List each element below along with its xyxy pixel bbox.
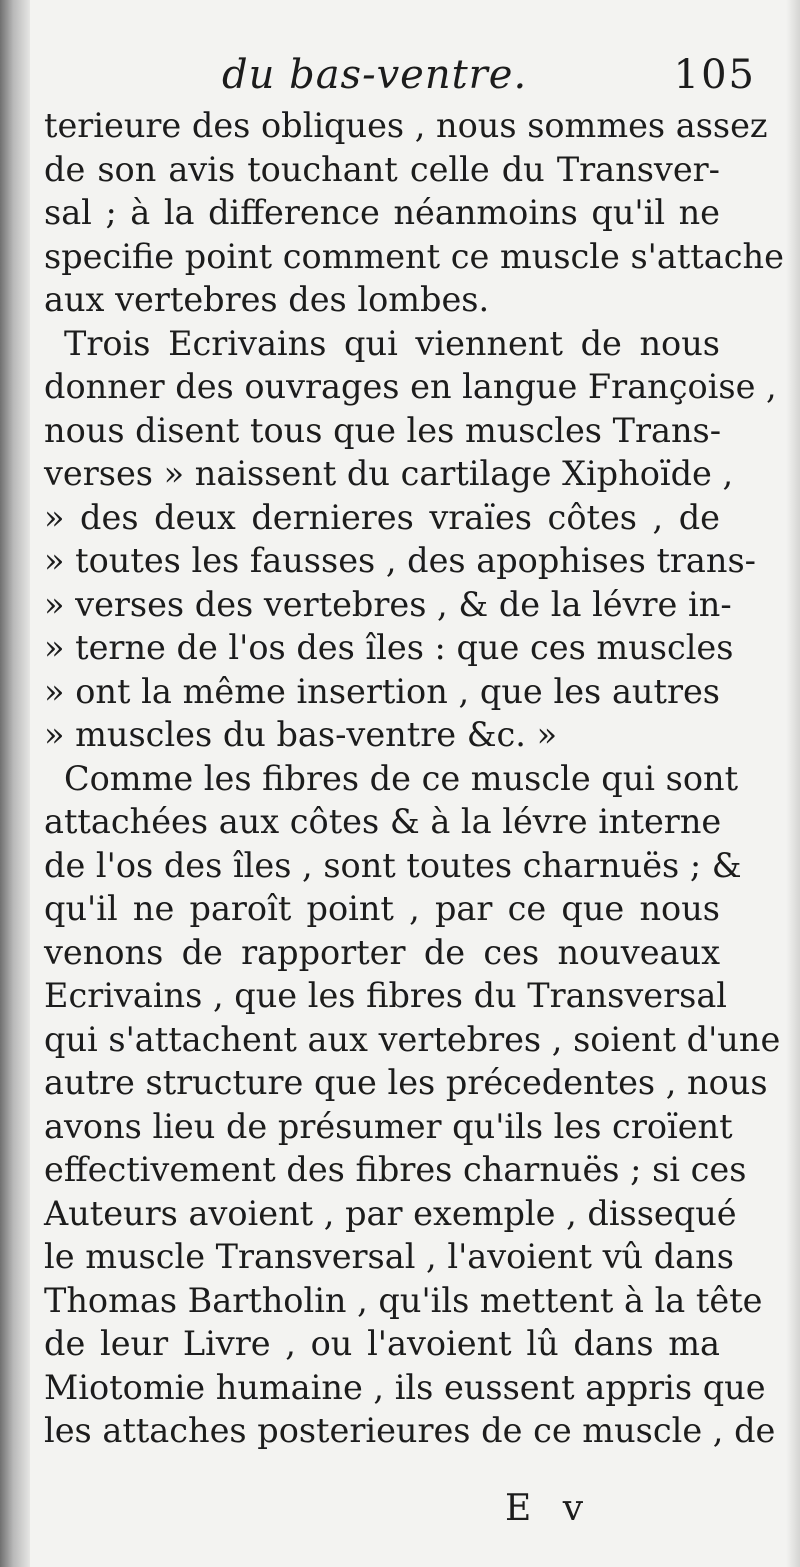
text-line: aux vertebres des lombes. xyxy=(44,280,490,319)
text-line: Trois Ecrivains qui viennent de nous xyxy=(64,323,720,363)
text-line: » ont la même insertion , que les autres xyxy=(44,671,720,711)
text-line: nous disent tous que les muscles Trans- xyxy=(44,410,722,450)
page-edge xyxy=(786,0,800,1567)
text-line: venons de rapporter de ces nouveaux xyxy=(44,932,720,972)
text-line: donner des ouvrages en langue Françoise , xyxy=(44,367,777,406)
text-line: Auteurs avoient , par exemple , dissequé xyxy=(44,1193,737,1233)
running-head: du bas-ventre. xyxy=(222,52,528,98)
text-line: les attaches posterieures de ce muscle , de xyxy=(44,1411,776,1450)
text-line: » toutes les fausses , des apophises trans- xyxy=(44,541,756,580)
text-line: » verses des vertebres , & de la lévre in- xyxy=(44,584,732,624)
page-header xyxy=(42,52,756,104)
text-line: » terne de l'os des îles : que ces muscles xyxy=(44,628,734,667)
text-line: qui s'attachent aux vertebres , soient d'une xyxy=(44,1019,781,1059)
text-line: effectivement des fibres charnuës ; si ces xyxy=(44,1150,747,1189)
text-line: Thomas Bartholin , qu'ils mettent à la tête xyxy=(44,1280,763,1320)
page-number: 105 xyxy=(673,52,756,98)
text-line: sal ; à la difference néanmoins qu'il ne xyxy=(44,193,720,232)
text-line: » muscles du bas-ventre &c. » xyxy=(44,715,558,754)
text-line: de son avis touchant celle du Transver- xyxy=(44,149,720,189)
text-line: Ecrivains , que les fibres du Transversal xyxy=(44,976,728,1015)
text-line: autre structure que les précedentes , nous xyxy=(44,1063,768,1102)
text-line: Miotomie humaine , ils eussent appris que xyxy=(44,1367,766,1407)
text-line: » des deux dernieres vraïes côtes , de xyxy=(44,497,720,537)
text-line: verses » naissent du cartilage Xiphoïde , xyxy=(44,454,734,493)
text-line: terieure des obliques , nous sommes assez xyxy=(44,106,768,145)
text-line: le muscle Transversal , l'avoient vû dans xyxy=(44,1237,734,1276)
signature-mark: E v xyxy=(505,1488,594,1529)
text-line: Comme les fibres de ce muscle qui sont xyxy=(64,758,739,798)
binding-gutter xyxy=(0,0,30,1567)
text-line: qu'il ne paroît point , par ce que nous xyxy=(44,889,720,928)
text-line: specifie point comment ce muscle s'attache xyxy=(44,236,784,276)
text-line: avons lieu de présumer qu'ils les croïent xyxy=(44,1106,733,1146)
text-line: attachées aux côtes & à la lévre interne xyxy=(44,802,722,841)
text-line: de l'os des îles , sont toutes charnuës ; & xyxy=(44,845,742,885)
body-text xyxy=(44,104,784,1453)
text-line: de leur Livre , ou l'avoient lû dans ma xyxy=(44,1324,720,1363)
